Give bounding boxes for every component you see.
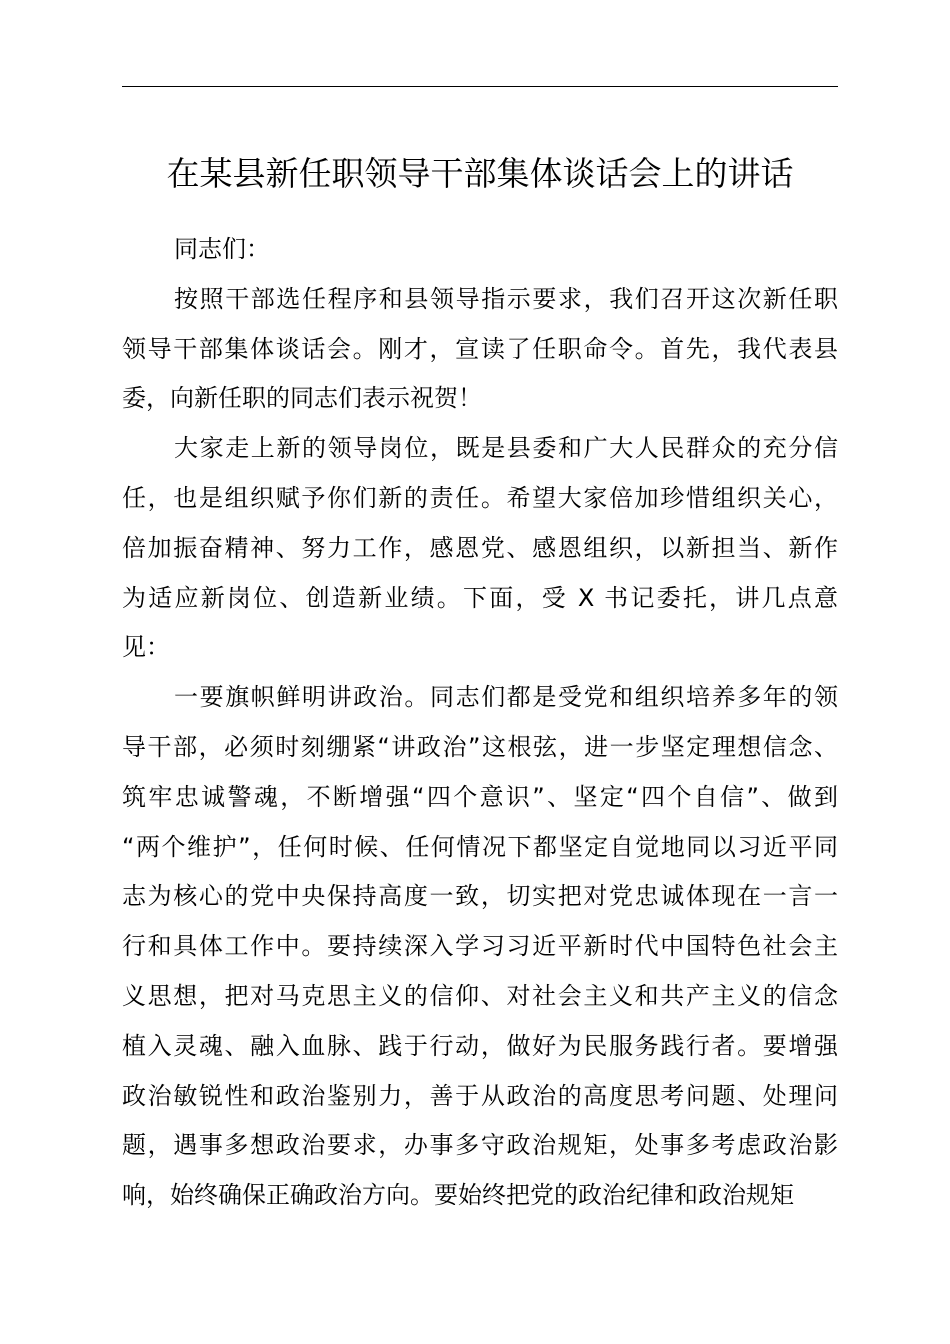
paragraph-line: 题，遇事多想政治要求，办事多守政治规矩，处事多考虑政治影 (122, 1131, 838, 1160)
paragraph-line: 见： (122, 633, 170, 662)
paragraph-line: 政治敏锐性和政治鉴别力，善于从政治的高度思考问题、处理问 (122, 1081, 838, 1110)
document-body (122, 225, 838, 1221)
paragraph (122, 673, 838, 1221)
paragraph-line: “两个维护”，任何时候、任何情况下都坚定自觉地同以习近平同 (122, 832, 838, 861)
paragraph (122, 424, 838, 673)
paragraph-line: 任，也是组织赋予你们新的责任。希望大家倍加珍惜组织关心， (122, 483, 838, 512)
paragraph-line: 导干部，必须时刻绷紧“讲政治”这根弦，进一步坚定理想信念、 (122, 732, 838, 761)
document-title: 在某县新任职领导干部集体谈话会上的讲话 (166, 154, 794, 193)
paragraph-line: 一要旗帜鲜明讲政治。同志们都是受党和组织培养多年的领 (174, 683, 838, 712)
paragraph-line: 义思想，把对马克思主义的信仰、对社会主义和共产主义的信念 (122, 981, 838, 1010)
paragraph-line: 领导干部集体谈话会。刚才，宣读了任职命令。首先，我代表县 (122, 334, 838, 363)
paragraph-line: 同志们： (174, 235, 270, 263)
paragraph (122, 225, 838, 275)
paragraph-line: 大家走上新的领导岗位，既是县委和广大人民群众的充分信 (174, 434, 838, 463)
paragraph-line: 行和具体工作中。要持续深入学习习近平新时代中国特色社会主 (122, 932, 838, 961)
paragraph-line: 倍加振奋精神、努力工作，感恩党、感恩组织，以新担当、新作 (122, 533, 838, 562)
paragraph-line: 志为核心的党中央保持高度一致，切实把对党忠诚体现在一言一 (122, 882, 838, 911)
paragraph-line: 植入灵魂、融入血脉、践于行动，做好为民服务践行者。要增强 (122, 1031, 838, 1060)
paragraph-line: 响，始终确保正确政治方向。要始终把党的政治纪律和政治规矩 (122, 1181, 794, 1210)
paragraph-line: 筑牢忠诚警魂，不断增强“四个意识”、坚定“四个自信”、做到 (122, 782, 838, 811)
paragraph-line: 委，向新任职的同志们表示祝贺！ (122, 384, 482, 413)
paragraph-line: 为适应新岗位、创造新业绩。下面，受 X 书记委托，讲几点意 (122, 583, 838, 612)
header-rule (122, 86, 838, 87)
paragraph (122, 275, 838, 424)
paragraph-line: 按照干部选任程序和县领导指示要求，我们召开这次新任职 (174, 284, 838, 313)
